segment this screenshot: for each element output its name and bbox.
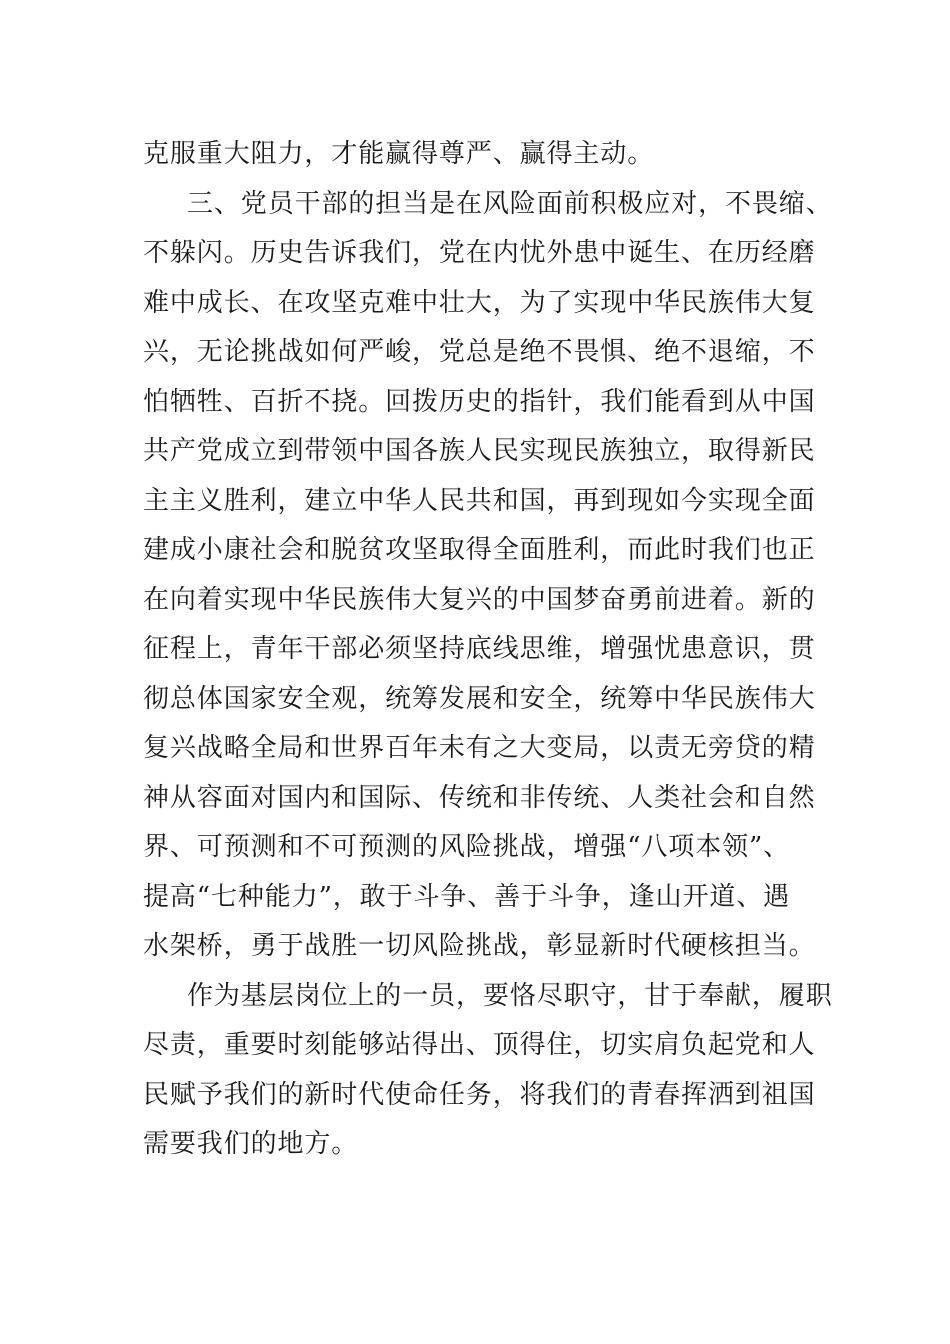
text-line: 水架桥，勇于战胜一切风险挑战，彰显新时代硬核担当。	[143, 931, 816, 961]
text-line: 难中成长、在攻坚克难中壮大，为了实现中华民族伟大复	[143, 287, 816, 318]
text-line: 兴，无论挑战如何严峻，党总是绝不畏惧、绝不退缩，不	[143, 337, 816, 367]
text-line: 不躲闪。历史告诉我们，党在内忧外患中诞生、在历经磨	[143, 238, 816, 268]
text-line: 民赋予我们的新时代使命任务，将我们的青春挥洒到祖国	[143, 1079, 816, 1110]
text-line: 主主义胜利，建立中华人民共和国，再到现如今实现全面	[143, 485, 816, 516]
paragraph-start-line: 三、党员干部的担当是在风险面前积极应对，不畏缩、	[187, 188, 833, 219]
text-line: 共产党成立到带领中国各族人民实现民族独立，取得新民	[143, 436, 816, 466]
text-line: 提高“七种能力”，敢于斗争、善于斗争，逢山开道、遇	[143, 881, 791, 912]
text-line: 需要我们的地方。	[143, 1129, 359, 1159]
text-line: 征程上，青年干部必须坚持底线思维，增强忧患意识，贯	[143, 634, 816, 664]
text-line: 在向着实现中华民族伟大复兴的中国梦奋勇前进着。新的	[143, 584, 816, 615]
text-line: 怕牺牲、百折不挠。回拨历史的指针，我们能看到从中国	[143, 386, 816, 417]
text-line: 建成小康社会和脱贫攻坚取得全面胜利，而此时我们也正	[143, 535, 816, 565]
text-line: 神从容面对国内和国际、传统和非传统、人类社会和自然	[143, 782, 816, 813]
text-line: 尽责，重要时刻能够站得出、顶得住，切实肩负起党和人	[143, 1030, 816, 1060]
text-line: 界、可预测和不可预测的风险挑战，增强“八项本领”、	[143, 832, 791, 862]
text-line: 彻总体国家安全观，统筹发展和安全，统筹中华民族伟大	[143, 683, 816, 714]
text-line: 复兴战略全局和世界百年未有之大变局，以责无旁贷的精	[143, 733, 816, 763]
body-text	[143, 130, 833, 1170]
paragraph-start-line: 作为基层岗位上的一员，要恪尽职守，甘于奉献，履职	[187, 980, 833, 1011]
text-line: 克服重大阻力，才能赢得尊严、赢得主动。	[143, 139, 655, 169]
